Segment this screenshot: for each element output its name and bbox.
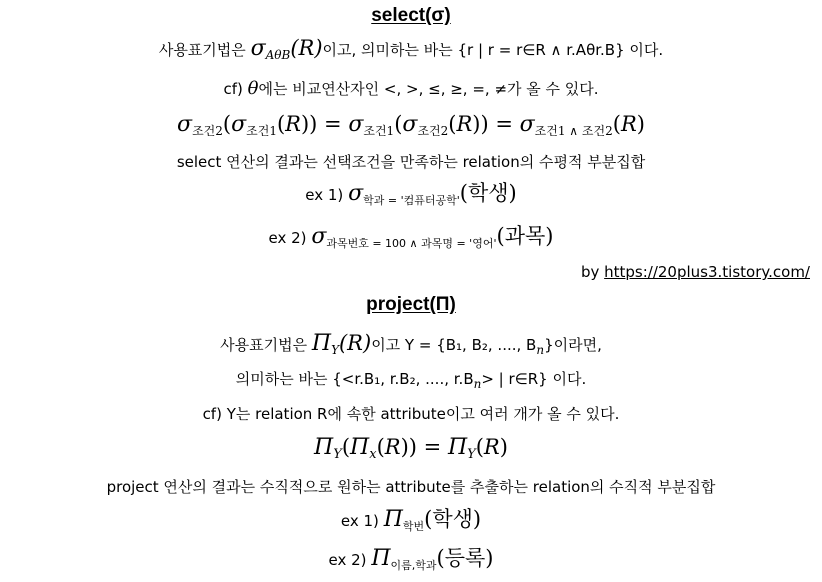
theta-symbol: θ (247, 78, 259, 99)
project-heading: project(Π) (366, 294, 456, 315)
select-notation-tail: 이고, 의미하는 바는 {r | r = r∈R ∧ r.Aθr.B} 이다. (322, 41, 664, 59)
select-cf-prefix: cf) (223, 80, 243, 98)
select-notation-line (0, 38, 822, 61)
select-cf-text: 에는 비교연산자인 <, >, ≤, ≥, =, ≠가 올 수 있다. (258, 80, 599, 98)
sigma-symbol: σ (250, 36, 266, 61)
select-notation-arg: (R) (290, 36, 323, 60)
select-description: select 연산의 결과는 선택조건을 만족하는 relation의 수평적 부분집합 (176, 153, 646, 171)
select-notation-label: 사용표기법은 (158, 41, 246, 59)
project-cf-line: cf) Y는 relation R에 속한 attribute이고 여러 개가 올 수 있다. (202, 405, 620, 423)
select-notation-subscript: AθB (265, 48, 291, 62)
project-notation-line: 사용표기법은 $\Pi_Y(R)$이고 Y = {B₁, B₂, ...., $B_n$}이라면, (220, 331, 602, 357)
project-example-1: ex 1) $\Pi_{학번}$(학생) (340, 507, 482, 533)
project-cascade-formula: ΠY(Πx(R)) = ΠY(R) (314, 435, 508, 462)
select-example-1: ex 1) $\sigma_{학과 = '컴퓨터공학'}$(학생) (305, 181, 517, 207)
project-notation-label: 사용표기법은 (220, 336, 308, 354)
pi-symbol: Π (311, 331, 332, 356)
select-cf-line (0, 80, 822, 98)
credit-link[interactable]: https://20plus3.tistory.com/ (604, 263, 810, 281)
select-heading: select(σ) (371, 5, 451, 26)
select-example-2: ex 2) $\sigma_{과목번호 = 100 \wedge 과목명 = '영어'}$(과목) (268, 224, 554, 250)
credit-by: by (580, 263, 600, 281)
credit-line (581, 265, 810, 280)
project-description: project 연산의 결과는 수직적으로 원하는 attribute를 추출하는 relation의 수직적 부분집합 (106, 478, 716, 496)
project-example-2: ex 2) $\Pi_{이름,학과}$(등록) (328, 546, 494, 572)
select-commutative-formula: σ조건2(σ조건1(R)) = σ조건1(σ조건2(R)) = σ조건1 ∧ 조건2(R) (177, 112, 645, 138)
project-meaning-line: 의미하는 바는 {<r.B₁, r.B₂, ...., $r.B_n>$ | r∈R} 이다. (235, 370, 587, 391)
